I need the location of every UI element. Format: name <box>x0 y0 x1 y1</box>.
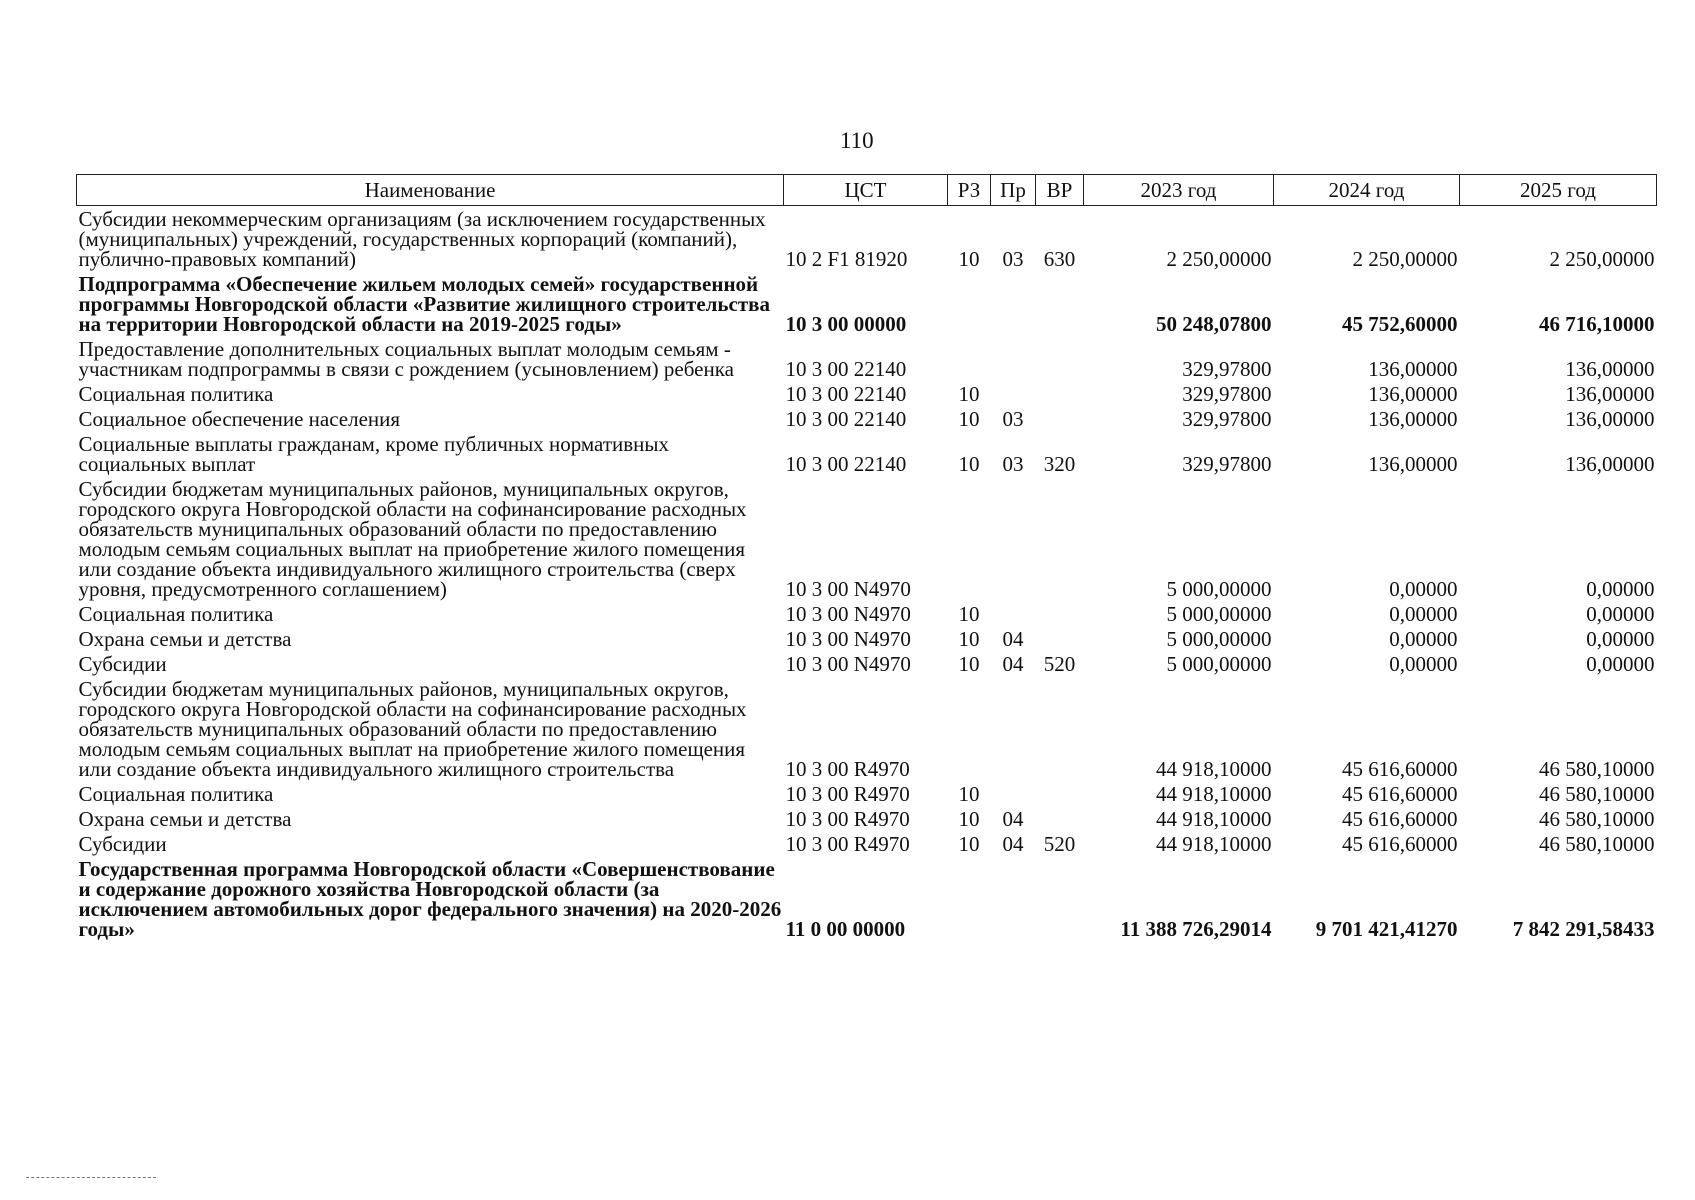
row-2024: 0,00000 <box>1389 652 1458 676</box>
header-2023: 2023 год <box>1084 175 1274 206</box>
row-2024: 9 701 421,41270 <box>1315 917 1458 941</box>
row-rz <box>948 476 991 601</box>
row-rz: 10 <box>958 782 980 806</box>
row-pr <box>991 271 1036 336</box>
row-pr <box>991 336 1036 381</box>
row-2025: 136,00000 <box>1565 407 1655 431</box>
row-2025: 0,00000 <box>1586 602 1655 626</box>
row-code: 10 3 00 22140 <box>785 452 907 476</box>
row-2024: 45 616,60000 <box>1342 832 1458 856</box>
row-2024: 45 616,60000 <box>1342 757 1458 781</box>
row-name: Подпрограмма «Обеспечение жильем молодых семей» государственной программы Новгородской области «Развитие жилищного строительства на территории Новгородской области на 2019-2025 годы» <box>78 272 771 336</box>
row-name: Охрана семьи и детства <box>78 627 292 651</box>
row-2025: 136,00000 <box>1565 452 1655 476</box>
row-2024: 0,00000 <box>1389 577 1458 601</box>
row-2025: 136,00000 <box>1565 382 1655 406</box>
row-vr <box>1036 601 1084 626</box>
row-pr: 04 <box>1002 832 1024 856</box>
row-code: 10 3 00 N4970 <box>785 652 911 676</box>
row-2023: 329,97800 <box>1182 382 1272 406</box>
row-2023: 5 000,00000 <box>1166 627 1272 651</box>
row-rz: 10 <box>958 382 980 406</box>
row-2024: 45 616,60000 <box>1342 782 1458 806</box>
header-2025: 2025 год <box>1460 175 1657 206</box>
row-code: 10 3 00 22140 <box>785 357 907 381</box>
row-vr <box>1036 476 1084 601</box>
table-row <box>77 626 1657 651</box>
row-code: 10 3 00 22140 <box>785 382 907 406</box>
row-vr: 320 <box>1043 452 1076 476</box>
row-vr <box>1036 856 1084 941</box>
budget-table <box>76 174 1657 941</box>
table-row <box>77 431 1657 476</box>
row-name: Субсидии бюджетам муниципальных районов, муниципальных округов, городского округа Новгородской области на софинансирование расходных обязательств муниципальных образований области по предоставлению молодым семьям социальных выплат на приобретение жилого помещения или создание объекта индивидуального жилищного строительства (сверх уровня, предусмотренного соглашением) <box>78 477 747 601</box>
row-2024: 0,00000 <box>1389 627 1458 651</box>
row-vr: 520 <box>1043 652 1076 676</box>
row-2024: 136,00000 <box>1368 407 1458 431</box>
row-2023: 329,97800 <box>1182 407 1272 431</box>
row-2025: 0,00000 <box>1586 652 1655 676</box>
row-vr <box>1036 676 1084 781</box>
row-pr: 04 <box>1002 627 1024 651</box>
row-code: 11 0 00 00000 <box>785 917 906 941</box>
row-pr <box>991 856 1036 941</box>
row-code: 10 3 00 R4970 <box>785 807 910 831</box>
row-vr <box>1036 336 1084 381</box>
row-pr <box>991 676 1036 781</box>
row-code: 10 3 00 22140 <box>785 407 907 431</box>
row-name: Социальное обеспечение населения <box>78 407 401 431</box>
row-2025: 46 580,10000 <box>1539 757 1655 781</box>
row-rz <box>948 336 991 381</box>
table-header-row <box>77 175 1657 206</box>
row-name: Предоставление дополнительных социальных выплат молодым семьям - участникам подпрограммы в связи с рождением (усыновлением) ребенка <box>78 337 734 381</box>
row-name: Субсидии <box>78 652 167 676</box>
row-name: Субсидии некоммерческим организациям (за исключением государственных (муниципальных) учреждений, государственных корпораций (компаний), публично-правовых компаний) <box>78 207 766 271</box>
row-2023: 329,97800 <box>1182 452 1272 476</box>
table-row <box>77 406 1657 431</box>
row-vr: 520 <box>1043 832 1076 856</box>
table-row <box>77 806 1657 831</box>
table-row <box>77 651 1657 676</box>
row-name: Охрана семьи и детства <box>78 807 292 831</box>
row-2025: 0,00000 <box>1586 627 1655 651</box>
row-pr: 04 <box>1002 652 1024 676</box>
row-code: 10 3 00 N4970 <box>785 577 911 601</box>
row-2023: 5 000,00000 <box>1166 652 1272 676</box>
row-vr <box>1036 626 1084 651</box>
row-pr <box>991 781 1036 806</box>
row-name: Социальная политика <box>78 382 274 406</box>
row-pr <box>991 381 1036 406</box>
row-rz: 10 <box>958 407 980 431</box>
row-rz: 10 <box>958 832 980 856</box>
row-code: 10 2 F1 81920 <box>785 247 908 271</box>
row-2025: 46 580,10000 <box>1539 782 1655 806</box>
table-row <box>77 831 1657 856</box>
header-code: ЦСТ <box>784 175 948 206</box>
row-name: Субсидии бюджетам муниципальных районов, муниципальных округов, городского округа Новгородской области на софинансирование расходных обязательств муниципальных образований области по предоставлению молодым семьям социальных выплат на приобретение жилого помещения или создание объекта индивидуального жилищного строительства <box>78 677 747 781</box>
table-row <box>77 206 1657 272</box>
row-2023: 5 000,00000 <box>1166 602 1272 626</box>
row-name: Социальная политика <box>78 602 274 626</box>
row-rz: 10 <box>958 452 980 476</box>
row-rz: 10 <box>958 807 980 831</box>
header-pr: Пр <box>991 175 1036 206</box>
row-pr: 03 <box>1002 407 1024 431</box>
row-2024: 0,00000 <box>1389 602 1458 626</box>
row-2025: 46 716,10000 <box>1539 312 1655 336</box>
table-row <box>77 271 1657 336</box>
row-2023: 44 918,10000 <box>1156 832 1272 856</box>
row-2025: 46 580,10000 <box>1539 832 1655 856</box>
row-code: 10 3 00 N4970 <box>785 627 911 651</box>
row-2023: 329,97800 <box>1182 357 1272 381</box>
row-vr <box>1036 406 1084 431</box>
header-name: Наименование <box>77 175 784 206</box>
row-vr: 630 <box>1043 247 1076 271</box>
table-row <box>77 336 1657 381</box>
row-2023: 44 918,10000 <box>1156 757 1272 781</box>
table-row <box>77 476 1657 601</box>
row-2023: 44 918,10000 <box>1156 782 1272 806</box>
row-2023: 50 248,07800 <box>1156 312 1272 336</box>
page-number: 110 <box>840 128 874 153</box>
row-pr: 04 <box>1002 807 1024 831</box>
row-rz: 10 <box>958 602 980 626</box>
row-code: 10 3 00 N4970 <box>785 602 911 626</box>
row-2024: 136,00000 <box>1368 382 1458 406</box>
row-pr <box>991 476 1036 601</box>
footer-divider <box>26 1177 156 1178</box>
row-rz <box>948 271 991 336</box>
row-2025: 0,00000 <box>1586 577 1655 601</box>
table-row <box>77 601 1657 626</box>
row-name: Государственная программа Новгородской области «Совершенствование и содержание дорожного хозяйства Новгородской области (за исключением автомобильных дорог федерального значения) на 2020-2026 годы» <box>78 857 782 941</box>
table-row <box>77 781 1657 806</box>
header-2024: 2024 год <box>1274 175 1460 206</box>
header-rz: РЗ <box>948 175 991 206</box>
row-2024: 136,00000 <box>1368 452 1458 476</box>
row-2025: 7 842 291,58433 <box>1512 917 1655 941</box>
row-rz <box>948 676 991 781</box>
row-vr <box>1036 806 1084 831</box>
table-row <box>77 676 1657 781</box>
row-vr <box>1036 271 1084 336</box>
row-2023: 5 000,00000 <box>1166 577 1272 601</box>
row-2025: 46 580,10000 <box>1539 807 1655 831</box>
row-code: 10 3 00 00000 <box>785 312 907 336</box>
row-rz: 10 <box>958 652 980 676</box>
row-code: 10 3 00 R4970 <box>785 832 910 856</box>
row-2025: 136,00000 <box>1565 357 1655 381</box>
row-vr <box>1036 381 1084 406</box>
row-rz <box>948 856 991 941</box>
row-2023: 11 388 726,29014 <box>1120 917 1272 941</box>
row-pr: 03 <box>1002 452 1024 476</box>
row-pr <box>991 601 1036 626</box>
row-2025: 2 250,00000 <box>1549 247 1655 271</box>
row-2024: 136,00000 <box>1368 357 1458 381</box>
table-row <box>77 856 1657 941</box>
row-vr <box>1036 781 1084 806</box>
row-name: Социальные выплаты гражданам, кроме публичных нормативных социальных выплат <box>78 432 670 476</box>
row-name: Субсидии <box>78 832 167 856</box>
table-row <box>77 381 1657 406</box>
header-vr: ВР <box>1036 175 1084 206</box>
row-2024: 45 752,60000 <box>1342 312 1458 336</box>
row-2024: 2 250,00000 <box>1352 247 1458 271</box>
row-pr: 03 <box>1002 247 1024 271</box>
row-rz: 10 <box>958 627 980 651</box>
row-2023: 2 250,00000 <box>1166 247 1272 271</box>
row-code: 10 3 00 R4970 <box>785 757 910 781</box>
row-2024: 45 616,60000 <box>1342 807 1458 831</box>
row-code: 10 3 00 R4970 <box>785 782 910 806</box>
row-rz: 10 <box>958 247 980 271</box>
row-2023: 44 918,10000 <box>1156 807 1272 831</box>
row-name: Социальная политика <box>78 782 274 806</box>
